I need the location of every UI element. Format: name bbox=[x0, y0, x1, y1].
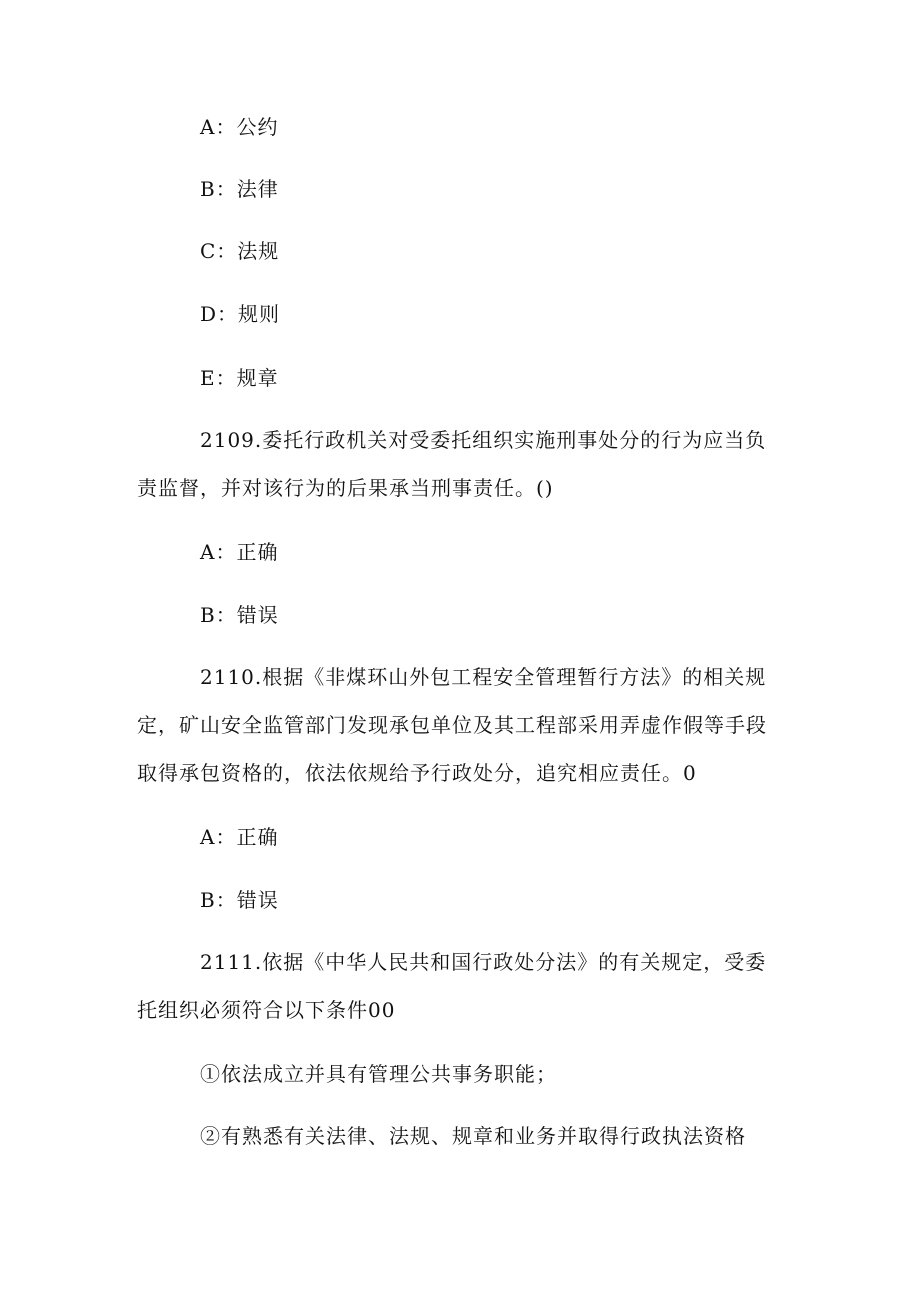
question-2111-line-2: 托组织必须符合以下条件00 bbox=[137, 998, 396, 1022]
option-d: D：规则 bbox=[200, 302, 281, 326]
option-e: E：规章 bbox=[200, 366, 279, 390]
question-2109-option-a: A：正确 bbox=[200, 540, 279, 564]
question-2110-line-3: 取得承包资格的，依法依规给予行政处分，追究相应责任。0 bbox=[137, 761, 697, 785]
question-2109-line-1: 2109.委托行政机关对受委托组织实施刑事处分的行为应当负 bbox=[200, 428, 767, 452]
option-a: A：公约 bbox=[200, 115, 279, 139]
question-2110-line-1: 2110.根据《非煤环山外包工程安全管理暂行方法》的相关规 bbox=[200, 665, 767, 689]
question-2109-option-b: B：错误 bbox=[200, 603, 279, 627]
question-2111-item-1: ①依法成立并具有管理公共事务职能； bbox=[200, 1062, 557, 1086]
question-2110-line-2: 定，矿山安全监管部门发现承包单位及其工程部采用弄虚作假等手段 bbox=[137, 713, 767, 737]
question-2109-line-2: 责监督，并对该行为的后果承当刑事责任。() bbox=[137, 476, 554, 500]
question-2111-line-1: 2111.依据《中华人民共和国行政处分法》的有关规定，受委 bbox=[200, 950, 767, 974]
question-2110-option-b: B：错误 bbox=[200, 888, 279, 912]
question-2110-option-a: A：正确 bbox=[200, 825, 279, 849]
question-2111-item-2: ②有熟悉有关法律、法规、规章和业务并取得行政执法资格 bbox=[200, 1124, 746, 1148]
option-b: B：法律 bbox=[200, 177, 279, 201]
option-c: C：法规 bbox=[200, 239, 280, 263]
